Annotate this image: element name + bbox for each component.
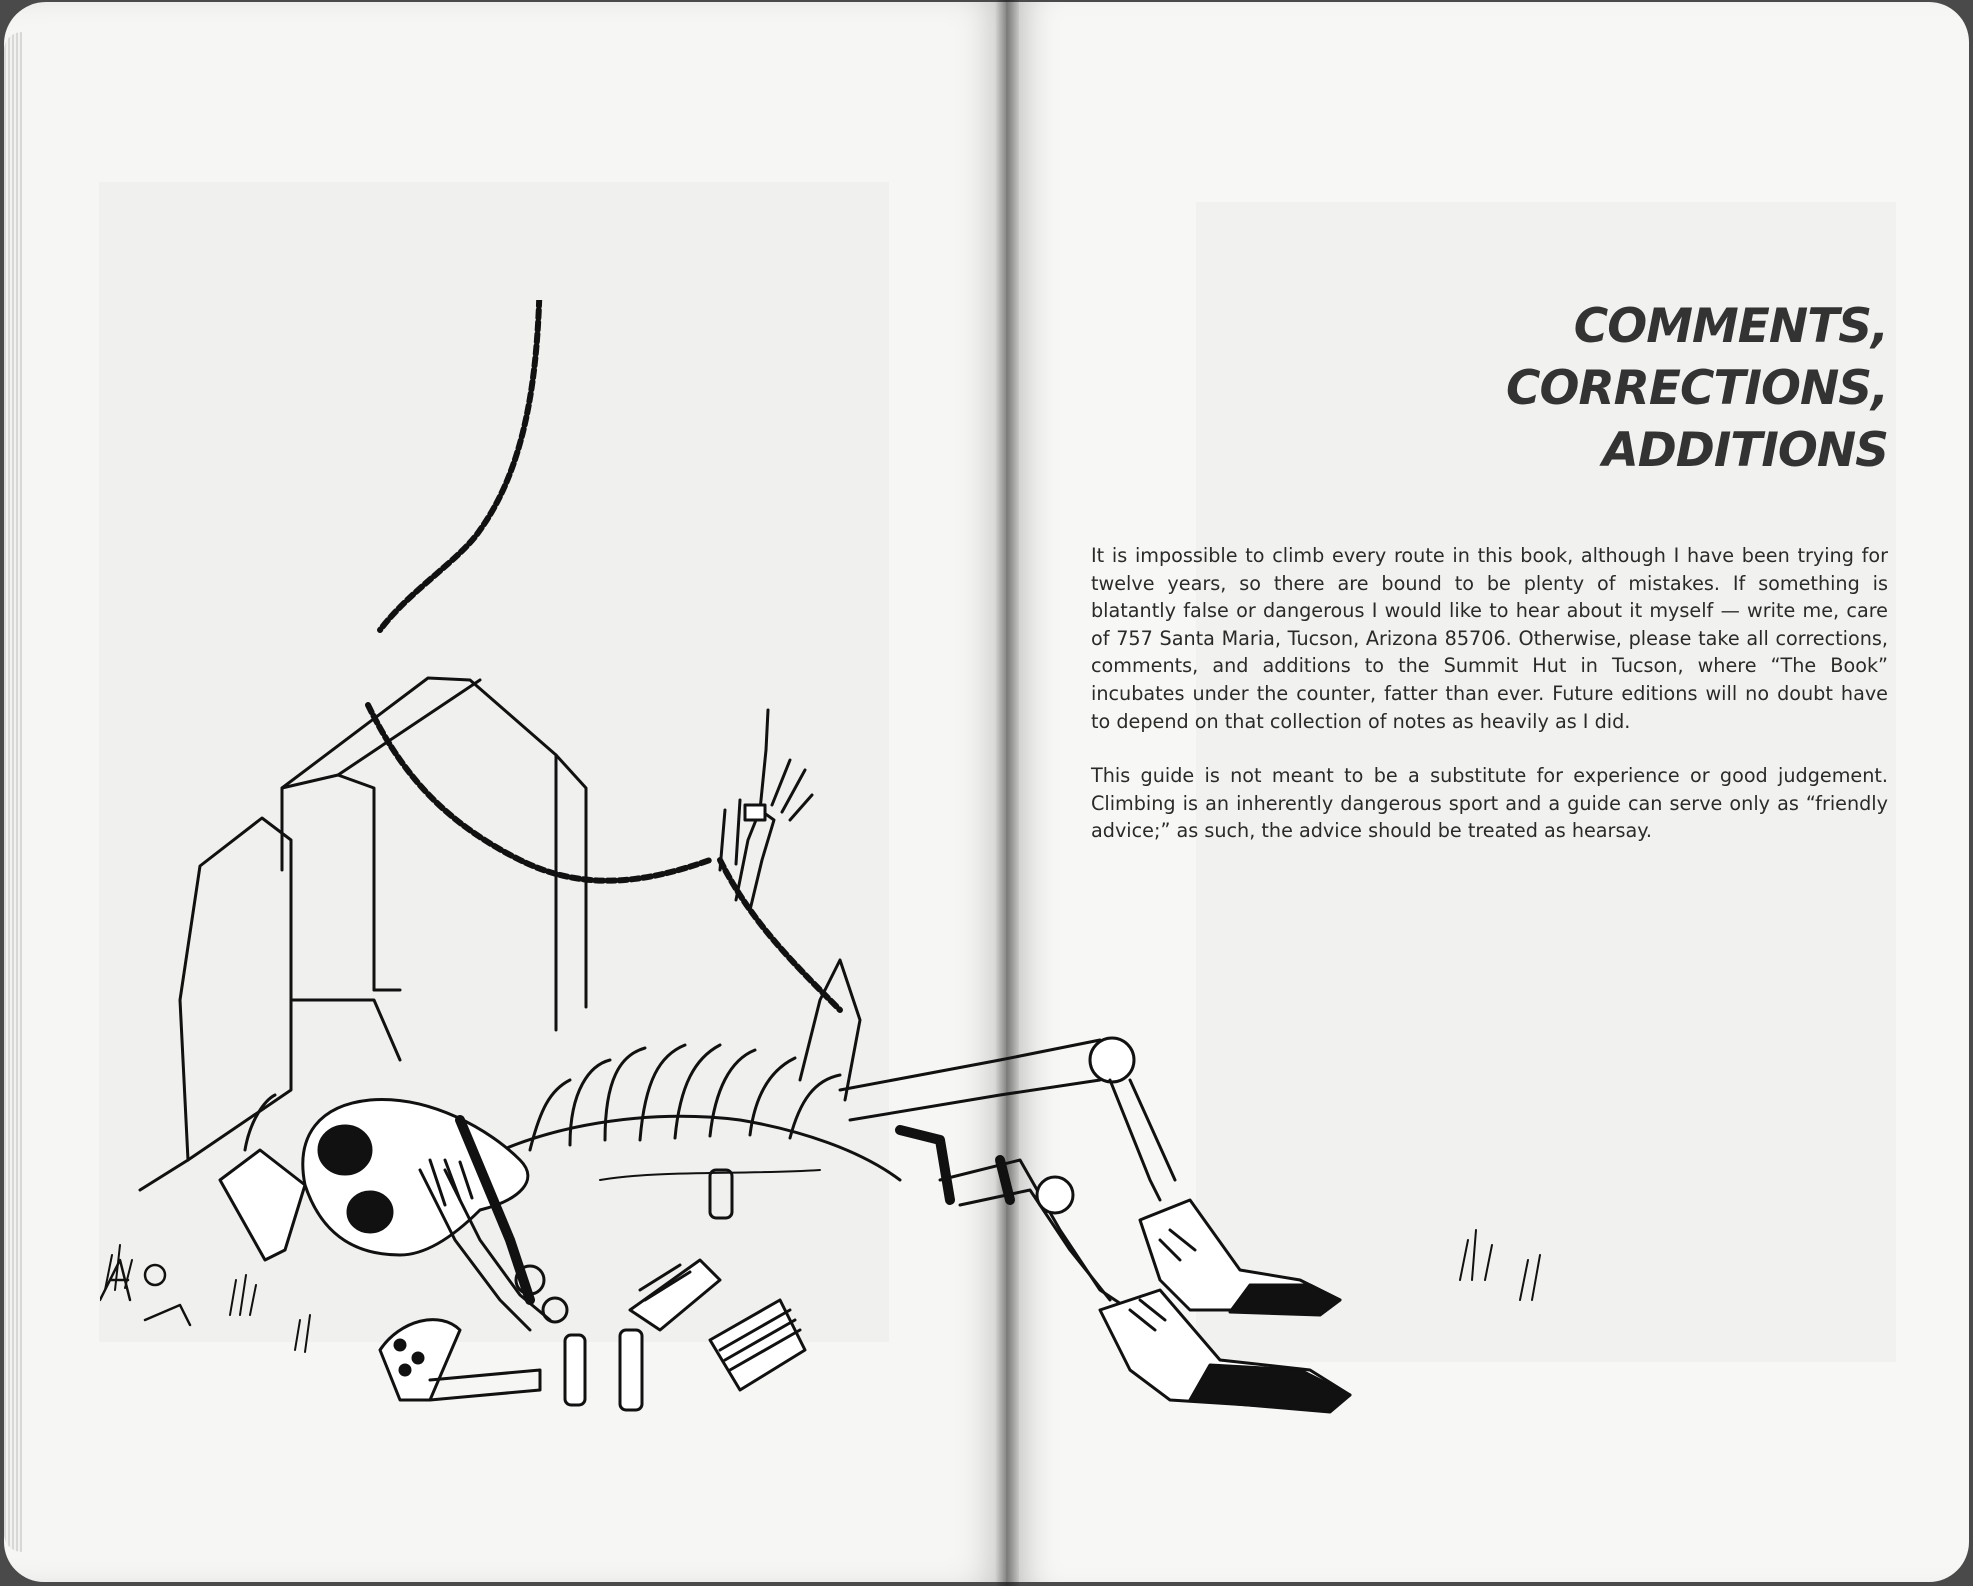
paragraph-2: This guide is not meant to be a substitute for experience or good judgement. Climbing is an inherently dangerous sport and a guide can serve only as “friendly advice;” as such, the advice should be treated as hearsay. — [1091, 764, 1888, 843]
page-edges — [4, 32, 22, 1552]
artist-signature — [100, 1260, 190, 1325]
heading-line-3: ADDITIONS — [1602, 423, 1888, 478]
paragraph-1: It is impossible to climb every route in this book, although I have been trying for twelve years, so there are bound to be plenty of mistakes. If something is blatantly false or dangerous I would like to hear about it myself — write me, care of 757 Santa Maria, Tucson, Arizona 85706. Otherwise, please take all corrections, comments, and additions to the Summit Hut in Tucson, where “The Book” incubates under the counter, fatter than ever. Future editions will no doubt have to depend on that collection of notes as heavily as I did. — [1091, 544, 1888, 733]
skeleton-ribcage — [480, 960, 900, 1180]
body-text — [1091, 542, 1888, 872]
heading-line-1: COMMENTS, — [1573, 299, 1888, 354]
section-heading — [1188, 296, 1888, 482]
climbing-shoes — [1100, 1200, 1350, 1412]
guidebook — [630, 1260, 805, 1390]
climbing-rope — [368, 300, 840, 1010]
heading-line-2: CORRECTIONS, — [1506, 361, 1888, 416]
